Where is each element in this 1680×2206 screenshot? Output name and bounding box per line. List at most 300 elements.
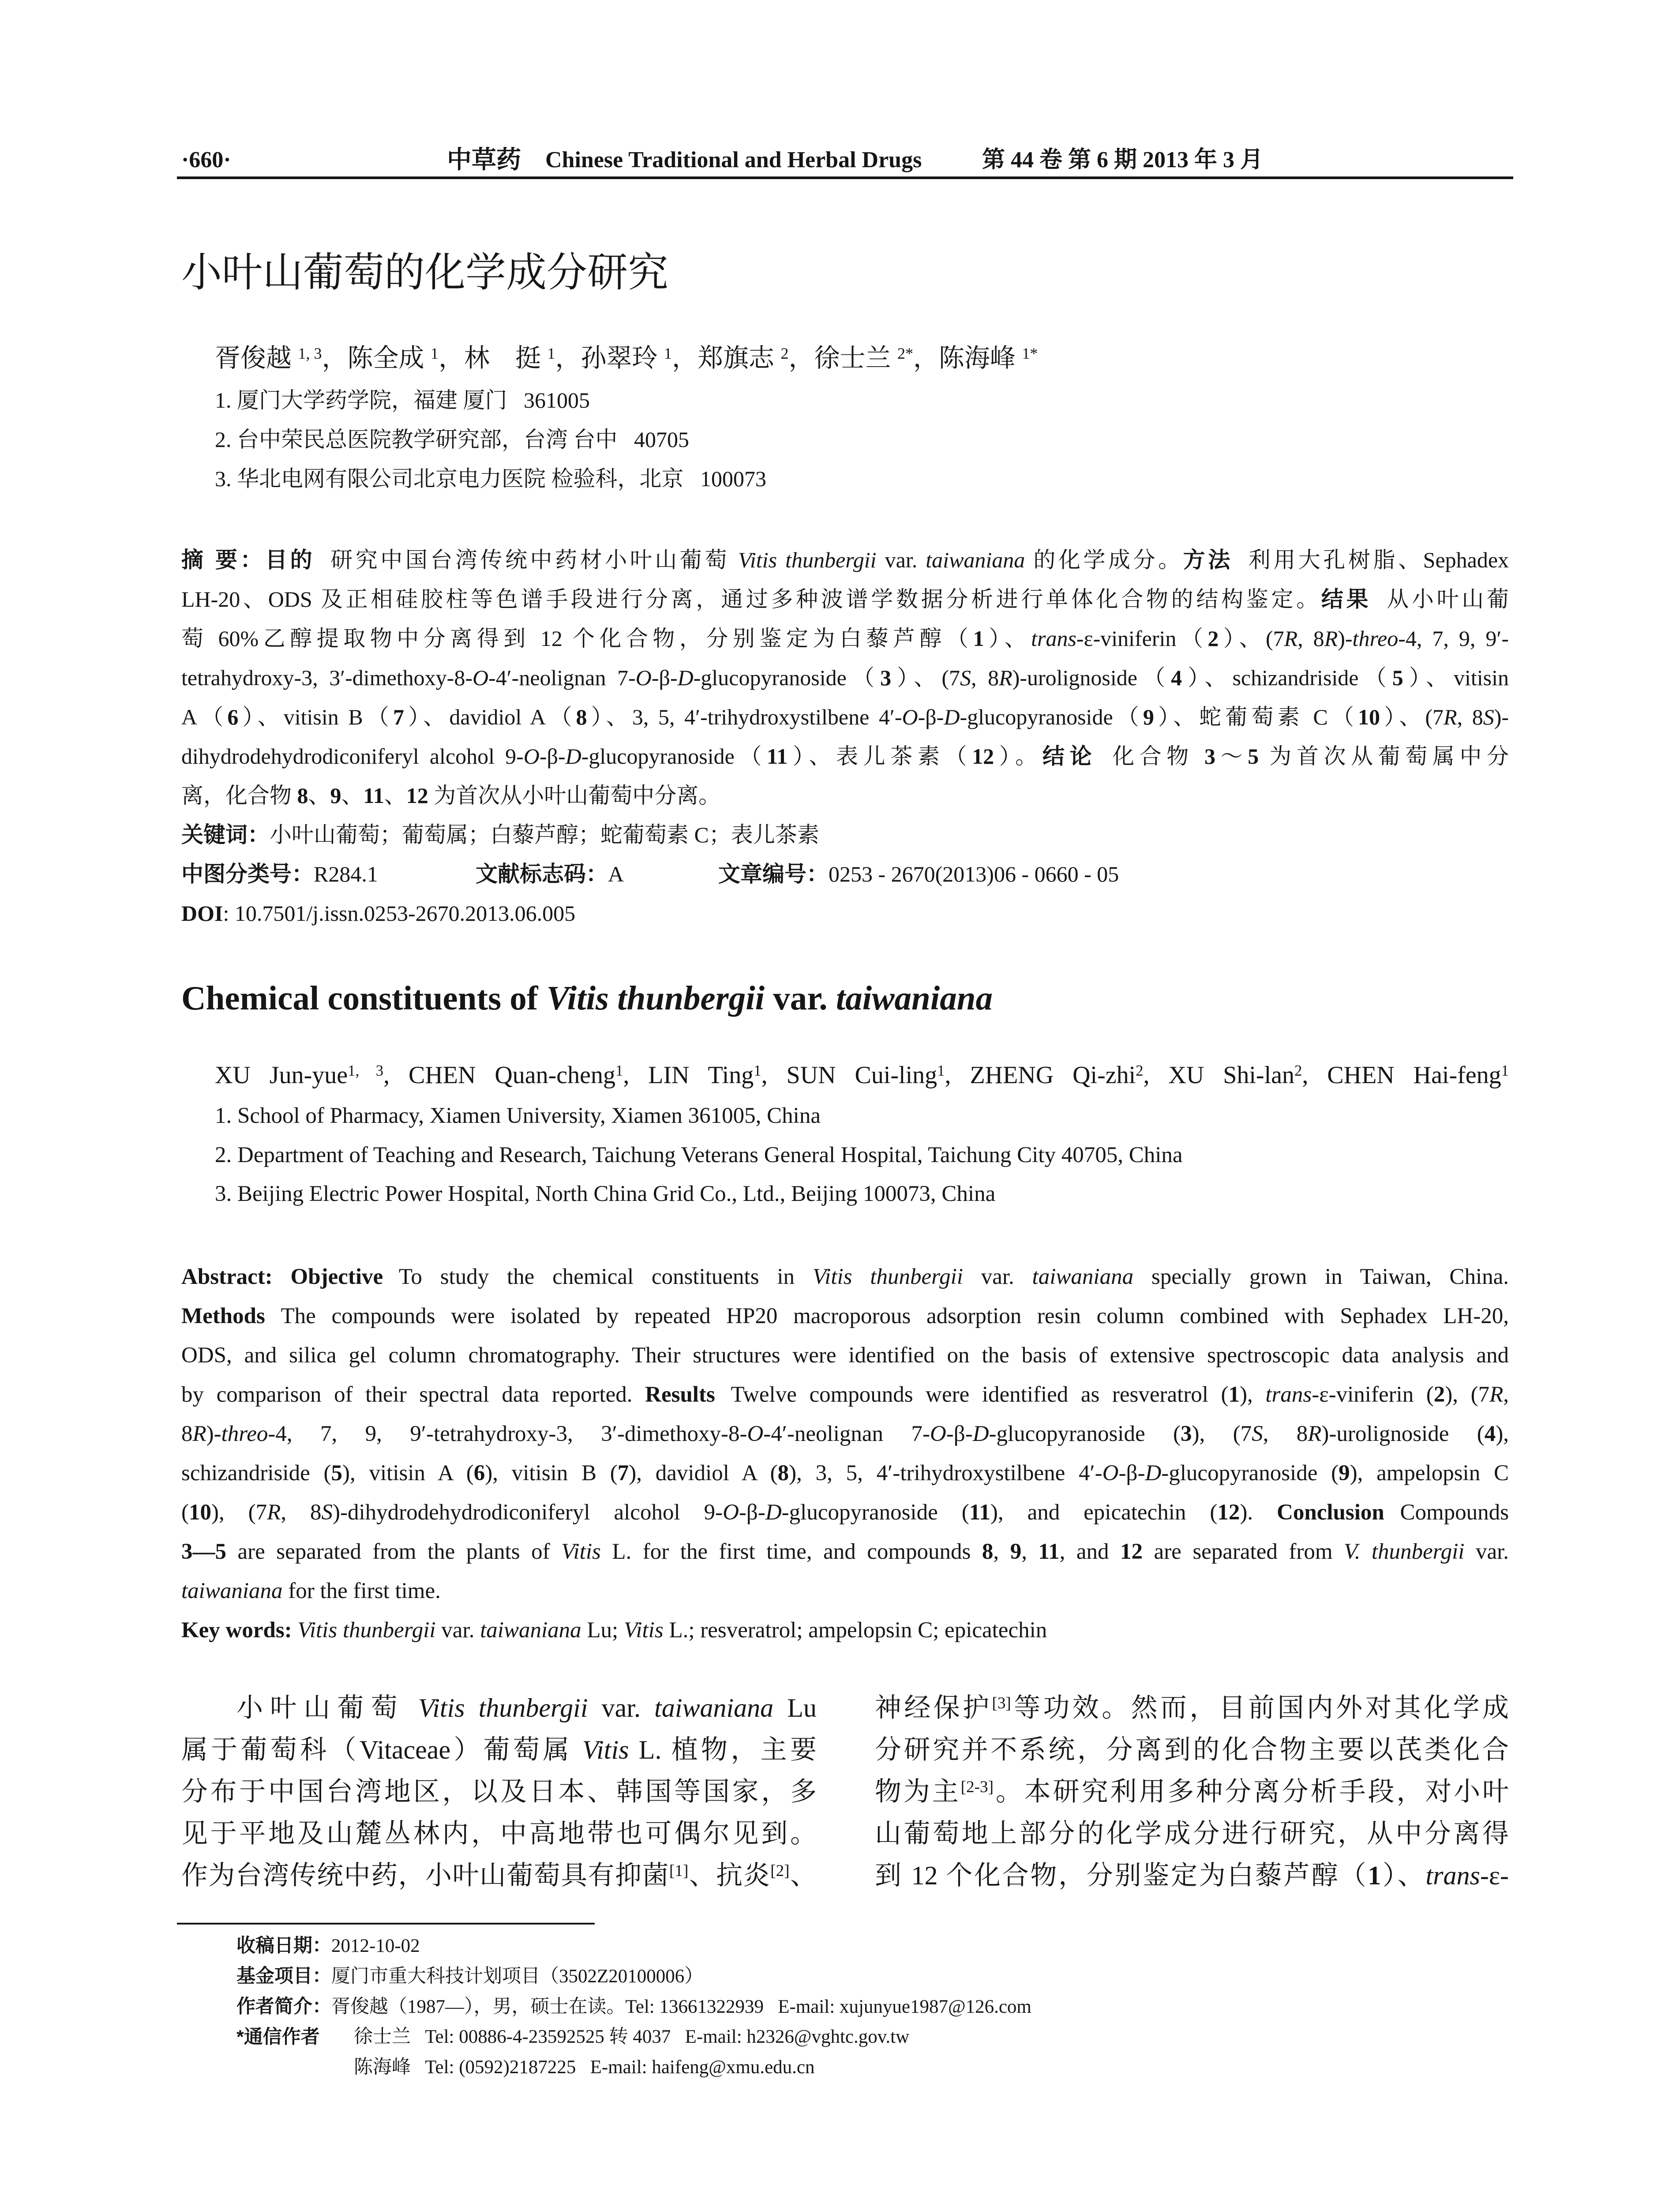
text-run: 1 — [973, 626, 984, 651]
text-run: 基金项目： — [236, 1966, 331, 1987]
text-run: ), ampelopsin C — [1350, 1461, 1509, 1486]
text-run: 1 — [664, 345, 672, 363]
body-left-line — [181, 1729, 817, 1771]
text-run: -glucopyranoside（ — [693, 665, 881, 690]
abstract-cn-line — [181, 540, 1509, 580]
affiliation-cn-1: 1. 厦门大学药学院，福建 厦门 361005 — [215, 388, 590, 413]
text-run: ，陈海峰 — [913, 344, 1022, 372]
abstract-en-line — [181, 1336, 1509, 1375]
text-run: LH-20、ODS 及正相硅胶柱等色谱手段进行分离，通过多种波谱学数据分析进行单体化合物的结构鉴定。 — [181, 587, 1321, 612]
text-run: , — [993, 1539, 1010, 1564]
text-run: , 8 — [971, 665, 999, 690]
text-run: 1, 3 — [348, 1062, 384, 1079]
text-run: ）、(7 — [1219, 626, 1284, 651]
text-run: Twelve compounds were identified as resveratrol ( — [731, 1382, 1229, 1407]
abstract-cn-line — [181, 698, 1509, 737]
text-run: -glucopyranoside（ — [960, 705, 1143, 729]
text-run: 1 — [430, 345, 439, 363]
journal-issue: 第 44 卷 第 6 期 2013 年 3 月 — [982, 147, 1264, 173]
text-run: -4, 7, 9, 9′-tetrahydroxy-3, 3′-dimethoxy-8- — [268, 1422, 747, 1446]
text-run: D — [972, 1422, 989, 1446]
text-run: ). — [1240, 1500, 1277, 1525]
text-run: 关键词： — [181, 822, 270, 847]
text-run: Conclusion — [1277, 1500, 1384, 1525]
body-right-line — [875, 1855, 1509, 1897]
text-run: 到 12 个化合物，分别鉴定为白藜芦醇（ — [875, 1861, 1368, 1890]
text-run: )- — [206, 1422, 221, 1446]
text-run: trans — [1425, 1861, 1480, 1890]
text-run: 10 — [1358, 705, 1380, 729]
text-run: R — [1284, 626, 1298, 651]
abstract-cn-line — [181, 737, 1509, 776]
text-run: 10 — [188, 1500, 211, 1525]
page-number: ·660· — [181, 147, 231, 173]
text-run: 5 — [1392, 665, 1403, 690]
text-run: 为首次从小叶山葡萄中分离。 — [428, 783, 721, 808]
text-run: , 8 — [281, 1500, 322, 1525]
text-run: 6 — [227, 705, 239, 729]
text-run: 5 — [331, 1461, 342, 1486]
text-run: R — [267, 1500, 281, 1525]
abstract-cn-line — [181, 658, 1509, 698]
text-run: taiwaniana — [480, 1618, 581, 1643]
text-run: -ε- — [1480, 1861, 1509, 1890]
footnote-rule — [177, 1923, 595, 1925]
text-run: -β- — [918, 705, 944, 729]
text-run: -glucopyranoside ( — [781, 1500, 969, 1525]
text-run: 离，化合物 — [181, 783, 297, 808]
text-run: O — [1102, 1461, 1119, 1486]
text-run: Vitis — [561, 1539, 601, 1564]
text-run: 小叶山葡萄；葡萄属；白藜芦醇；蛇葡萄素 C；表儿茶素 — [270, 822, 819, 847]
abstract-en-line — [181, 1297, 1509, 1336]
text-run: 7 — [617, 1461, 629, 1486]
text-run: R — [1444, 705, 1457, 729]
text-run: 12 — [406, 783, 428, 808]
text-run: A — [608, 862, 624, 886]
text-run: taiwaniana — [654, 1693, 774, 1722]
text-run: ), (7 — [211, 1500, 267, 1525]
text-run: 3 — [1180, 1422, 1192, 1446]
text-run: trans — [1031, 626, 1076, 651]
text-run: -glucopyranoside ( — [1161, 1461, 1339, 1486]
text-run: 文献标志码： — [476, 862, 608, 886]
text-run: 12 — [1120, 1539, 1143, 1564]
text-run: 6 — [473, 1461, 485, 1486]
text-run: ）、蛇葡萄素 C（ — [1154, 705, 1358, 729]
abstract-cn-line — [181, 619, 1509, 658]
text-run: 9 — [330, 783, 341, 808]
text-run: [1] — [669, 1862, 689, 1880]
text-run: Vitis thunbergii — [738, 548, 877, 572]
footnote-corresponding-1: 徐士兰 Tel: 00886-4-23592525 转 4037 E-mail: h2326@vghtc.gov.tw — [354, 2026, 910, 2047]
text-run: specially grown in Taiwan, China. — [1133, 1264, 1509, 1289]
body-right-line — [875, 1729, 1509, 1771]
text-run: , SUN Cui-ling — [761, 1062, 938, 1089]
text-run: , — [1021, 1539, 1039, 1564]
text-run: D — [677, 665, 694, 690]
text-run: -4′-neolignan 7- — [763, 1422, 930, 1446]
text-run: taiwaniana — [181, 1579, 283, 1603]
affiliation-cn-2: 2. 台中荣民总医院教学研究部，台湾 台中 40705 — [215, 427, 689, 452]
text-run: , — [1503, 1382, 1509, 1407]
text-run: 、 — [308, 783, 330, 808]
text-run: D — [565, 744, 581, 769]
text-run: 利用大孔树脂、Sephadex — [1248, 548, 1509, 572]
text-run: 摘 要： — [181, 548, 266, 572]
text-run: 4 — [1484, 1422, 1496, 1446]
text-run: 胥俊越 — [215, 344, 298, 372]
text-run: , 8 — [1298, 626, 1324, 651]
text-run: 厦门市重大科技计划项目（3502Z20100006） — [331, 1966, 704, 1987]
text-run: ）、vitisin — [1403, 665, 1509, 690]
text-run: taiwaniana — [926, 548, 1025, 572]
text-run: ), — [1240, 1382, 1266, 1407]
text-run: 5 — [1248, 744, 1259, 769]
text-run: , LIN Ting — [623, 1062, 754, 1089]
text-run: ）、表儿茶素（ — [788, 744, 972, 769]
text-run: 中图分类号： — [181, 862, 314, 886]
body-right-line — [875, 1687, 1509, 1729]
body-left-line — [236, 1687, 817, 1729]
text-run: var. — [876, 548, 926, 572]
text-run: 见于平地及山麓丛林内，中高地带也可偶尔见到。 — [181, 1819, 817, 1848]
text-run: ）、 — [1381, 1861, 1426, 1890]
text-run: 12 — [972, 744, 994, 769]
text-run: -4, 7, 9, 9′- — [1398, 626, 1509, 651]
text-run: ( — [181, 1500, 189, 1525]
text-run: XU Jun-yue — [215, 1062, 348, 1089]
text-run: ，郑旗志 — [671, 344, 781, 372]
abstract-en-line — [181, 1257, 1509, 1297]
text-run: R — [1489, 1382, 1504, 1407]
text-run: S — [321, 1500, 333, 1525]
text-run: ), davidiol A ( — [629, 1461, 778, 1486]
text-run: -β- — [1118, 1461, 1145, 1486]
affiliation-en-2: 2. Department of Teaching and Research, Taichung Veterans General Hospital, Taichung City 40705, China — [215, 1143, 1183, 1167]
text-run: Results — [645, 1382, 715, 1407]
abstract-cn-line — [181, 580, 1509, 619]
text-run: 3 — [1204, 744, 1215, 769]
keywords-cn — [181, 815, 1509, 855]
text-run: -β- — [651, 665, 678, 690]
footnote-author-bio — [236, 1992, 1031, 2022]
text-run: Vitis thunbergii — [297, 1618, 436, 1643]
text-run: 8 — [181, 1422, 193, 1446]
text-run: 等功效。然而，目前国内外对其化学成 — [1011, 1693, 1509, 1722]
text-run: O — [930, 1422, 946, 1446]
text-run: 1 — [615, 1062, 623, 1079]
authors-cn — [215, 341, 1038, 376]
text-run: 胥俊越（1987—），男，硕士在读。Tel: 13661322939 E-mail: xujunyue1987@126.com — [331, 1996, 1031, 2017]
text-run: 研究中国台湾传统中药材小叶山葡萄 — [330, 548, 739, 572]
text-run: L. for the first time, and compounds — [600, 1539, 982, 1564]
text-run: V. thunbergii — [1344, 1539, 1465, 1564]
text-run: 山葡萄地上部分的化学成分进行研究，从中分离得 — [875, 1819, 1509, 1848]
text-run: Methods — [181, 1304, 265, 1328]
text-run: 1 — [1228, 1382, 1240, 1407]
text-run: ）、schizandriside（ — [1182, 665, 1392, 690]
affiliation-en-3: 3. Beijing Electric Power Hospital, North China Grid Co., Ltd., Beijing 100073, China — [215, 1182, 996, 1206]
text-run: -4′-neolignan 7- — [488, 665, 636, 690]
text-run: dihydrodehydrodiconiferyl alcohol 9- — [181, 744, 524, 769]
text-run: ，徐士兰 — [788, 344, 897, 372]
abstract-en-line — [181, 1572, 1509, 1611]
text-run: are separated from the plants of — [226, 1539, 562, 1564]
text-run: ～ — [1215, 744, 1248, 769]
text-run: Compounds — [1400, 1500, 1509, 1525]
doi — [181, 894, 575, 933]
text-run: DOI — [181, 901, 223, 926]
text-run: O — [523, 744, 540, 769]
text-run: 2 — [780, 345, 789, 363]
abstract-en-line — [181, 1532, 1509, 1572]
text-run: , XU Shi-lan — [1143, 1062, 1294, 1089]
text-run: A（ — [181, 705, 228, 729]
document-code — [476, 855, 624, 894]
text-run: 3 — [880, 665, 892, 690]
affiliation-cn-3: 3. 华北电网有限公司北京电力医院 检验科，北京 100073 — [215, 466, 766, 491]
text-run: D — [1145, 1461, 1162, 1486]
text-run: ，林 挺 — [438, 344, 548, 372]
body-right-line — [875, 1771, 1509, 1813]
text-run: 1 — [1501, 1062, 1509, 1079]
text-run: , 8 — [1457, 705, 1483, 729]
text-run: : 10.7501/j.issn.0253-2670.2013.06.005 — [223, 901, 576, 926]
text-run: )- — [1338, 626, 1353, 651]
text-run: , CHEN Hai-feng — [1302, 1062, 1501, 1089]
text-run: [2] — [770, 1862, 790, 1880]
text-run: 结果 — [1321, 587, 1372, 612]
text-run: , 8 — [1263, 1422, 1308, 1446]
text-run: Vitis thunbergii — [418, 1693, 588, 1722]
text-run: 分布于中国台湾地区，以及日本、韩国等国家，多 — [181, 1777, 817, 1806]
text-run: 9 — [1143, 705, 1154, 729]
text-run: )-urolignoside ( — [1321, 1422, 1485, 1446]
text-run: S — [960, 665, 971, 690]
text-run: 目的 — [265, 548, 315, 572]
text-run: 作者简介： — [236, 1996, 331, 2017]
text-run: var. — [963, 1264, 1032, 1289]
text-run: 作为台湾传统中药，小叶山葡萄具有抑菌 — [181, 1861, 670, 1890]
text-run: O — [902, 705, 918, 729]
footnote-received — [236, 1931, 420, 1961]
text-run: ), — [1496, 1422, 1509, 1446]
authors-en — [215, 1057, 1509, 1094]
text-run: 2 — [1136, 1062, 1144, 1079]
text-run: Lu — [773, 1693, 817, 1722]
text-run: 11 — [767, 744, 788, 769]
title-cn: 小叶山葡萄的化学成分研究 — [181, 250, 669, 295]
text-run: 方法 — [1183, 548, 1233, 572]
text-run: O — [747, 1422, 764, 1446]
body-left-line — [181, 1855, 817, 1897]
text-run: Vitis — [623, 1618, 664, 1643]
text-run: O — [472, 665, 489, 690]
text-run: R — [192, 1422, 206, 1446]
text-run: 、 — [789, 1861, 817, 1890]
text-run: D — [944, 705, 960, 729]
text-run: schizandriside ( — [181, 1461, 331, 1486]
article-number — [718, 855, 1119, 894]
text-run: 2 — [1208, 626, 1219, 651]
text-run: Vitis thunbergii — [812, 1264, 963, 1289]
text-run: 9 — [1010, 1539, 1022, 1564]
text-run: ）、vitisin B（ — [238, 705, 394, 729]
text-run: , ZHENG Qi-zhi — [945, 1062, 1136, 1089]
text-run: ）、davidiol A（ — [404, 705, 576, 729]
text-run: tetrahydroxy-3, 3′-dimethoxy-8- — [181, 665, 472, 690]
text-run: 1* — [1022, 345, 1038, 363]
text-run: O — [635, 665, 652, 690]
text-run: ）、3, 5, 4′-trihydroxystilbene 4′- — [587, 705, 902, 729]
text-run: 0253 - 2670(2013)06 - 0660 - 05 — [829, 862, 1119, 886]
text-run: The compounds were isolated by repeated HP20 macroporous adsorption resin column combined with Sephadex LH-20, — [281, 1304, 1509, 1328]
text-run: )- — [1494, 705, 1509, 729]
abstract-en-line — [181, 1454, 1509, 1493]
text-run: R284.1 — [314, 862, 378, 886]
text-run: ODS, and silica gel column chromatography. Their structures were identified on the basis of extensive spectroscopic data analysis and — [181, 1343, 1509, 1368]
text-run: 2 — [1294, 1062, 1302, 1079]
header-rule — [177, 176, 1513, 179]
text-run: -ε-viniferin ( — [1312, 1382, 1434, 1407]
text-run: 11 — [1038, 1539, 1060, 1564]
text-run: threo — [221, 1422, 268, 1446]
abstract-en-line — [181, 1375, 1509, 1414]
text-run: 1 — [547, 345, 555, 363]
text-run: 、抗炎 — [688, 1861, 771, 1890]
journal-name-cn: 中草药 — [447, 146, 521, 174]
text-run: 从小叶山葡 — [1387, 587, 1509, 612]
abstract-cn-line — [181, 776, 1509, 815]
text-run: threo — [1352, 626, 1399, 651]
text-run: [3] — [992, 1694, 1011, 1713]
text-run: 8 — [297, 783, 308, 808]
text-run: 11 — [363, 783, 384, 808]
text-run: 8 — [982, 1539, 994, 1564]
text-run: 3—5 — [181, 1539, 226, 1564]
text-run: var. — [435, 1618, 480, 1643]
title-en — [181, 974, 993, 1022]
text-run: Chemical constituents of — [181, 979, 547, 1017]
text-run: for the first time. — [282, 1579, 441, 1603]
text-run: Lu; — [581, 1618, 624, 1643]
text-run: 12 — [1217, 1500, 1240, 1525]
text-run: Key words: — [181, 1618, 292, 1643]
text-run: 、 — [384, 783, 406, 808]
text-run: ), 3, 5, 4′-trihydroxystilbene 4′- — [789, 1461, 1102, 1486]
text-run: ), (7 — [1192, 1422, 1252, 1446]
footnote-corresponding-2: 陈海峰 Tel: (0592)2187225 E-mail: haifeng@xmu.edu.cn — [354, 2057, 815, 2078]
body-left-line — [181, 1813, 817, 1855]
text-run: 8 — [576, 705, 587, 729]
text-run: To study the chemical constituents in — [398, 1264, 813, 1289]
text-run: 的化学成分。 — [1025, 548, 1183, 572]
text-run: ）、 — [984, 626, 1031, 651]
text-run: R — [1324, 626, 1338, 651]
text-run: 9 — [1339, 1461, 1350, 1486]
text-run: 8 — [777, 1461, 789, 1486]
body-left-line — [181, 1771, 817, 1813]
text-run: D — [765, 1500, 782, 1525]
text-run: Vitis thunbergii — [546, 979, 765, 1017]
affiliation-en-1: 1. School of Pharmacy, Xiamen University, Xiamen 361005, China — [215, 1103, 821, 1128]
text-run: S — [1252, 1422, 1263, 1446]
text-run: 为首次从葡萄属中分 — [1259, 744, 1509, 769]
keywords-en — [181, 1611, 1509, 1650]
text-run: Abstract: Objective — [181, 1264, 383, 1289]
text-run: ）、(7 — [891, 665, 960, 690]
text-run: 1 — [937, 1062, 945, 1079]
text-run: 物为主 — [875, 1777, 961, 1806]
text-run: 2012-10-02 — [331, 1936, 420, 1956]
text-run: , and — [1059, 1539, 1121, 1564]
text-run: ，孙翠玲 — [555, 344, 664, 372]
text-run: 7 — [393, 705, 405, 729]
text-run: 2* — [897, 345, 913, 363]
abstract-en-line — [181, 1414, 1509, 1454]
text-run: 1, 3 — [298, 345, 322, 363]
text-run: 化合物 — [1112, 744, 1204, 769]
text-run: 2 — [1433, 1382, 1445, 1407]
text-run — [292, 1618, 298, 1643]
text-run: S — [1483, 705, 1494, 729]
text-run: O — [723, 1500, 739, 1525]
text-run: taiwaniana — [836, 979, 993, 1017]
text-run: )-dihydrodehydrodiconiferyl alcohol 9- — [333, 1500, 723, 1525]
text-run: 。本研究利用多种分离分析手段，对小叶 — [994, 1777, 1509, 1806]
footnote-corresponding-label: *通信作者 — [236, 2026, 320, 2048]
text-run: Vitis — [582, 1735, 629, 1764]
text-run: ，陈全成 — [322, 344, 431, 372]
text-run: 1 — [754, 1062, 761, 1079]
text-run: 收稿日期： — [236, 1935, 331, 1956]
text-run: R — [999, 665, 1012, 690]
text-run: 萄 60%乙醇提取物中分离得到 12 个化合物，分别鉴定为白藜芦醇（ — [181, 626, 973, 651]
body-right-line — [875, 1813, 1509, 1855]
text-run: var. — [1464, 1539, 1509, 1564]
text-run: ), (7 — [1445, 1382, 1490, 1407]
text-run: -ε-viniferin（ — [1076, 626, 1208, 651]
text-run: R — [1308, 1422, 1322, 1446]
text-run: 小叶山葡萄 — [236, 1693, 419, 1722]
text-run: are separated from — [1143, 1539, 1344, 1564]
text-run: -β- — [539, 744, 566, 769]
text-run: 结论 — [1042, 744, 1097, 769]
text-run: ), vitisin B ( — [485, 1461, 618, 1486]
text-run: , CHEN Quan-cheng — [383, 1062, 616, 1089]
text-run: -glucopyranoside ( — [989, 1422, 1181, 1446]
text-run: 1 — [1368, 1861, 1381, 1890]
text-run: trans — [1265, 1382, 1312, 1407]
text-run: ）。 — [994, 744, 1042, 769]
text-run: 、 — [341, 783, 364, 808]
footnote-fund — [236, 1961, 703, 1991]
abstract-en-line — [181, 1493, 1509, 1532]
text-run: L.; resveratrol; ampelopsin C; epicatechin — [663, 1618, 1047, 1643]
text-run: 分研究并不系统，分离到的化合物主要以芪类化合 — [875, 1735, 1509, 1764]
text-run: -glucopyranoside（ — [581, 744, 767, 769]
text-run: -β- — [946, 1422, 973, 1446]
text-run: by comparison of their spectral data reported. — [181, 1382, 645, 1407]
text-run: )-urolignoside（ — [1012, 665, 1171, 690]
text-run: var. — [764, 979, 836, 1017]
text-run: ), and epicatechin ( — [990, 1500, 1218, 1525]
text-run: 属于葡萄科（Vitaceae）葡萄属 — [181, 1735, 582, 1764]
text-run: var. — [588, 1693, 655, 1722]
text-run: 文章编号： — [718, 862, 829, 886]
text-run: 4 — [1171, 665, 1182, 690]
